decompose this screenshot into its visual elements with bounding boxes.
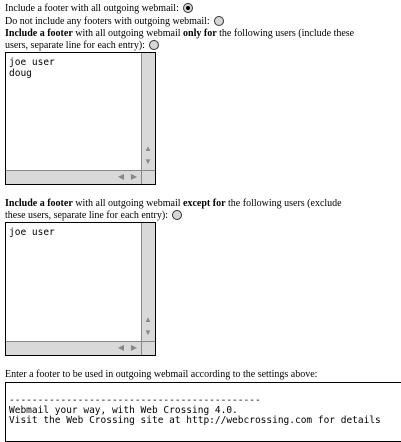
option-except-label-end: the following users (exclude [225,198,342,209]
scroll-right-icon[interactable]: ▶ [130,343,138,352]
option-all-label: Include a footer with all outgoing webmail: [5,3,179,14]
option-all-row [5,3,193,15]
option-only-label-end: the following users (include these [216,28,355,39]
scroll-left-icon[interactable]: ◀ [117,172,125,181]
footer-label: Enter a footer to be used in outgoing webmail according to the settings above: [5,369,318,380]
option-none-row [5,16,224,28]
scroll-left-icon[interactable]: ◀ [117,343,125,352]
scroll-down-icon[interactable]: ▼ [144,157,152,166]
option-none-label: Do not include any footers with outgoing webmail: [5,16,210,27]
option-except-row-2 [5,210,182,222]
option-only-radio[interactable] [149,40,159,50]
option-none-radio[interactable] [214,16,224,26]
option-except-label-bold: Include a footer [5,198,73,209]
resize-corner [141,170,155,184]
except-users-vscroll[interactable] [141,223,155,341]
option-only-row-2 [5,40,159,52]
resize-corner [141,341,155,355]
option-except-label-mid: with all outgoing webmail [72,198,184,209]
option-only-label-line2: users, separate line for each entry): [5,40,145,51]
only-users-textarea[interactable] [5,52,156,185]
option-only-label-bold: Include a footer [5,28,73,39]
footer-textarea[interactable] [5,382,401,442]
only-users-hscroll[interactable] [6,170,141,184]
option-only-label-bold2: only for [183,28,217,39]
only-users-text: joe user doug [9,57,55,79]
scroll-down-icon[interactable]: ▼ [144,328,152,337]
option-except-radio[interactable] [172,210,182,220]
except-users-hscroll[interactable] [6,341,141,355]
scroll-up-icon[interactable]: ▲ [144,315,152,324]
scroll-right-icon[interactable]: ▶ [130,172,138,181]
option-except-label-line2: these users, separate line for each entry): [5,210,168,221]
option-except-label-bold2: except for [183,198,226,209]
option-only-label-mid: with all outgoing webmail [72,28,184,39]
option-all-radio[interactable] [183,3,193,13]
footer-text: -------------------------------------------- Webmail your way, with Web Crossing 4.0. Visit the Web Crossing site at http://webcrossing.com for details [9,395,381,426]
option-only-row [5,28,354,40]
except-users-textarea[interactable] [5,222,156,356]
option-except-row [5,198,342,210]
except-users-text: joe user [9,227,55,238]
only-users-vscroll[interactable] [141,53,155,170]
scroll-up-icon[interactable]: ▲ [144,144,152,153]
